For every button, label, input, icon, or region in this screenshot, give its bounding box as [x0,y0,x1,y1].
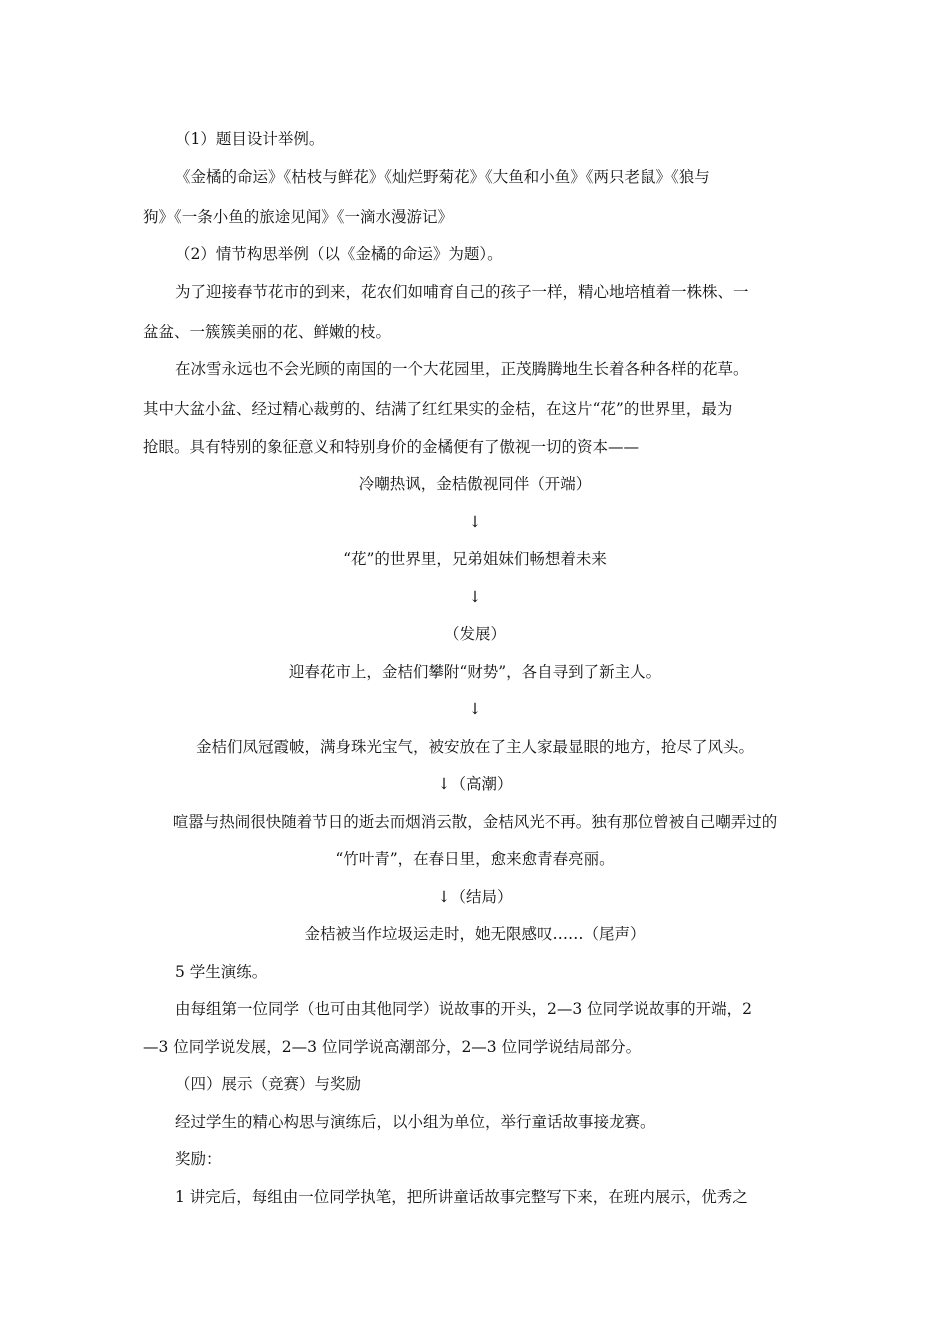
practice-line-2: —3 位同学说发展，2—3 位同学说高潮部分，2—3 位同学说结局部分。 [143,1038,642,1056]
paragraph-2-line-2: 其中大盆小盆、经过精心裁剪的、结满了红红果实的金桔，在这片“花”的世界里，最为 [143,400,733,418]
reward-item-1: 1 讲完后，每组由一位同学执笔，把所讲童话故事完整写下来，在班内展示，优秀之 [175,1188,748,1206]
plot-step-5-line-2: “竹叶青”，在春日里，愈来愈青春亮丽。 [335,850,615,868]
plot-arrow-4: ↓（高潮） [437,775,513,793]
section-2-heading: （2）情节构思举例（以《金橘的命运》为题）。 [175,245,503,263]
paragraph-2-line-3: 抢眼。具有特别的象征意义和特别身价的金橘便有了傲视一切的资本—— [143,438,640,456]
plot-step-3: 迎春花市上，金桔们攀附“财势”，各自寻到了新主人。 [288,663,662,681]
item-5-heading: 5 学生演练。 [175,963,268,981]
paragraph-2-line-1: 在冰雪永远也不会光顾的南国的一个大花园里，正茂腾腾地生长着各种各样的花草。 [175,360,749,378]
plot-step-2: “花”的世界里，兄弟姐妹们畅想着未来 [343,550,607,568]
section-4-heading: （四）展示（竞赛）与奖励 [175,1075,362,1093]
plot-step-4: 金桔们凤冠霞帔，满身珠光宝气，被安放在了主人家最显眼的地方，抢尽了风头。 [195,738,754,756]
titles-line-1: 《金橘的命运》《枯枝与鲜花》《灿烂野菊花》《大鱼和小鱼》《两只老鼠》《狼与 [175,168,710,186]
paragraph-1-line-2: 盆盆、一簇簇美丽的花、鲜嫩的枝。 [143,323,392,341]
plot-arrow-3: ↓ [468,700,482,718]
contest-line: 经过学生的精心构思与演练后，以小组为单位，举行童话故事接龙赛。 [175,1113,656,1131]
plot-step-2-label: （发展） [443,625,506,643]
plot-arrow-1: ↓ [468,513,482,531]
reward-label: 奖励： [175,1150,222,1168]
plot-step-6: 金桔被当作垃圾运走时，她无限感叹……（尾声） [304,925,646,943]
plot-arrow-2: ↓ [468,588,482,606]
titles-line-2: 狗》《一条小鱼的旅途见闻》《一滴水漫游记》 [143,208,454,226]
section-1-heading: （1）题目设计举例。 [175,130,325,148]
plot-arrow-5: ↓（结局） [437,888,513,906]
plot-step-5-line-1: 喧嚣与热闹很快随着节日的逝去而烟消云散，金桔风光不再。独有那位曾被自己嘲弄过的 [172,813,778,831]
practice-line-1: 由每组第一位同学（也可由其他同学）说故事的开头，2—3 位同学说故事的开端，2 [175,1000,753,1018]
paragraph-1-line-1: 为了迎接春节花市的到来，花农们如哺育自己的孩子一样，精心地培植着一株株、一 [175,283,749,301]
plot-step-1: 冷嘲热讽，金桔傲视同伴（开端） [358,475,592,493]
